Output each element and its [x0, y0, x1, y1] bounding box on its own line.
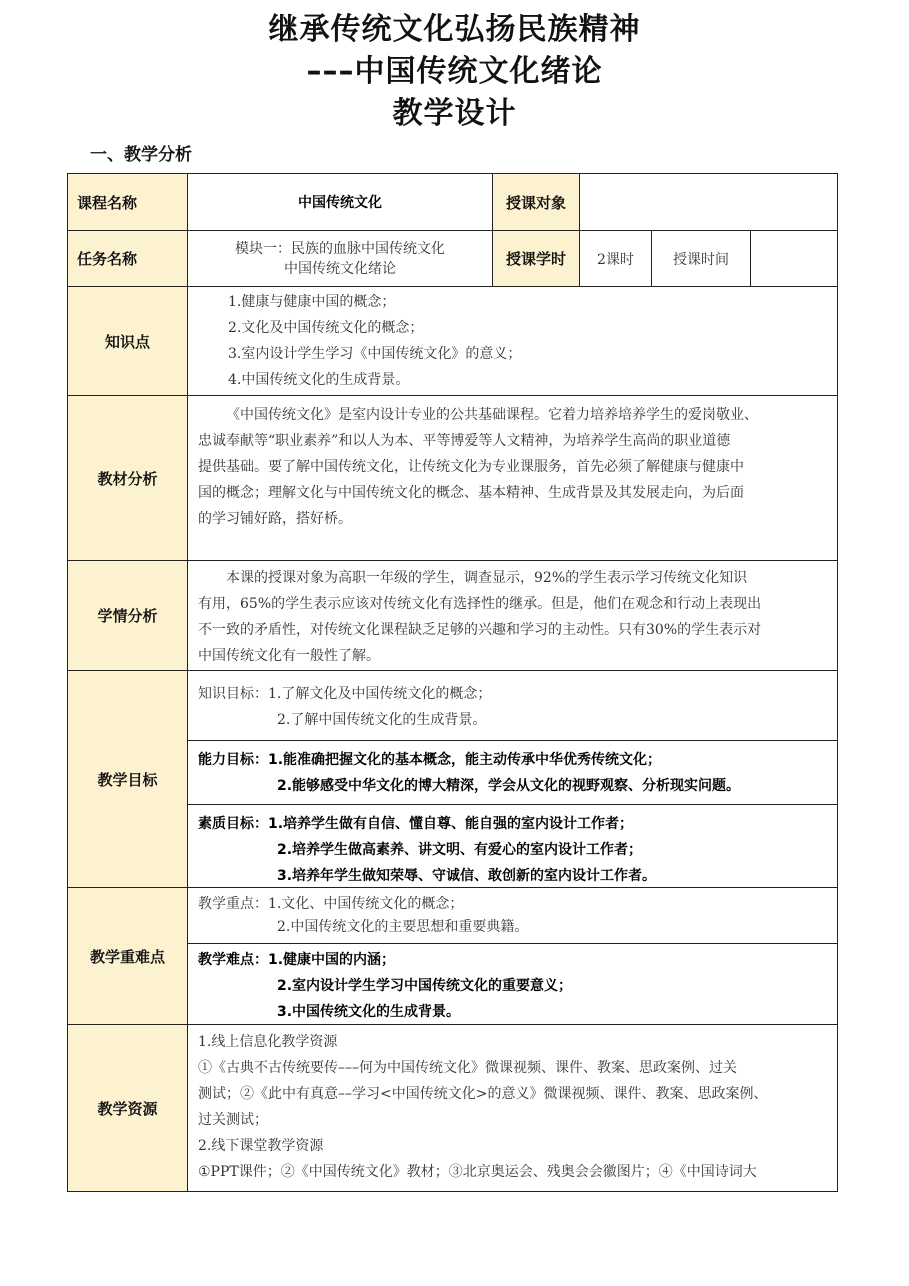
key-points — [187, 887, 838, 944]
resource-line: 2.线下课堂教学资源 — [198, 1138, 324, 1154]
quality-goal-line: 3.培养年学生做知荣辱、守诚信、敢创新的室内设计工作者。 — [277, 868, 657, 884]
material-line: 《中国传统文化》是室内设计专业的公共基础课程。它着力培养培养学生的爱岗敬业、 — [226, 407, 758, 423]
material-line: 国的概念；理解文化与中国传统文化的概念、基本精神、生成背景及其发展走向，为后面 — [198, 485, 744, 501]
key-point-line: 教学重点：1.文化、中国传统文化的概念； — [198, 896, 464, 912]
knowledge-label: 知识点 — [67, 286, 188, 396]
learner-analysis — [187, 560, 838, 671]
hours-value: 2课时 — [579, 230, 652, 287]
objectives-label: 教学目标 — [67, 670, 188, 888]
section-heading: 一、教学分析 — [90, 145, 192, 165]
learner-line: 本课的授课对象为高职一年级的学生，调查显示，92%的学生表示学习传统文化知识 — [226, 570, 748, 586]
learner-line: 中国传统文化有一般性了解。 — [198, 648, 380, 664]
document-title-line-2: –––中国传统文化绪论 — [306, 54, 603, 89]
resource-line: 过关测试； — [198, 1112, 268, 1128]
document-title-line-1: 继承传统文化弘扬民族精神 — [268, 12, 641, 47]
resource-line: 1.线上信息化教学资源 — [198, 1034, 338, 1050]
material-line: 提供基础。要了解中国传统文化，让传统文化为专业课服务，首先必须了解健康与健康中 — [198, 459, 744, 475]
knowledge-goal-line: 知识目标：1.了解文化及中国传统文化的概念； — [198, 686, 492, 702]
quality-goal-line: 素质目标：1.培养学生做有自信、懂自尊、能自强的室内设计工作者； — [198, 816, 634, 832]
knowledge-item: 4.中国传统文化的生成背景。 — [228, 372, 410, 388]
time-label: 授课时间 — [651, 230, 751, 287]
task-name-label: 任务名称 — [67, 230, 188, 287]
learner-line: 不一致的矛盾性，对传统文化课程缺乏足够的兴趣和学习的主动性。只有30%的学生表示对 — [198, 622, 762, 638]
knowledge-item: 3.室内设计学生学习《中国传统文化》的意义； — [228, 346, 522, 362]
ability-goal-line: 能力目标：1.能准确把握文化的基本概念，能主动传承中华优秀传统文化； — [198, 752, 662, 768]
ability-goals — [187, 740, 838, 805]
keypoints-label: 教学重难点 — [67, 887, 188, 1025]
audience-value — [579, 173, 838, 231]
resource-line: ①PPT课件；②《中国传统文化》教材；③北京奥运会、残奥会会徽图片；④《中国诗词大 — [198, 1164, 757, 1180]
difficult-point-line: 2.室内设计学生学习中国传统文化的重要意义； — [277, 978, 573, 994]
time-value — [750, 230, 838, 287]
knowledge-item: 1.健康与健康中国的概念； — [228, 294, 396, 310]
hours-label: 授课学时 — [492, 230, 580, 287]
quality-goal-line: 2.培养学生做高素养、讲文明、有爱心的室内设计工作者； — [277, 842, 643, 858]
learner-label: 学情分析 — [67, 560, 188, 671]
audience-label: 授课对象 — [492, 173, 580, 231]
material-analysis — [187, 395, 838, 561]
resource-line: ①《古典不古传统要传–––何为中国传统文化》微课视频、课件、教案、思政案例、过关 — [198, 1060, 737, 1076]
document-title-line-3: 教学设计 — [392, 96, 517, 131]
resources-label: 教学资源 — [67, 1024, 188, 1192]
course-name-value: 中国传统文化 — [187, 173, 493, 231]
difficult-point-line: 3.中国传统文化的生成背景。 — [277, 1004, 461, 1020]
knowledge-item: 2.文化及中国传统文化的概念； — [228, 320, 424, 336]
material-label: 教材分析 — [67, 395, 188, 561]
task-name-line-2: 中国传统文化绪论 — [284, 260, 396, 277]
material-line: 忠诚奉献等“职业素养”和以人为本、平等博爱等人文精神，为培养学生高尚的职业道德 — [198, 433, 731, 449]
course-name-label: 课程名称 — [67, 173, 188, 231]
resource-line: 测试；②《此中有真意––学习<中国传统文化>的意义》微课视频、课件、教案、思政案例、 — [198, 1086, 768, 1102]
difficult-points — [187, 943, 838, 1025]
quality-goals — [187, 804, 838, 888]
knowledge-goal-line: 2.了解中国传统文化的生成背景。 — [277, 712, 487, 728]
teaching-resources — [187, 1024, 838, 1192]
task-name-line-1: 模块一：民族的血脉中国传统文化 — [235, 240, 445, 257]
learner-line: 有用，65%的学生表示应该对传统文化有选择性的继承。但是，他们在观念和行动上表现出 — [198, 596, 762, 612]
key-point-line: 2.中国传统文化的主要思想和重要典籍。 — [277, 919, 529, 935]
teaching-analysis-table — [67, 173, 838, 1192]
task-name-value — [187, 230, 493, 287]
material-line: 的学习铺好路，搭好桥。 — [198, 511, 352, 527]
knowledge-goals — [187, 670, 838, 741]
ability-goal-line: 2.能够感受中华文化的博大精深，学会从文化的视野观察、分析现实问题。 — [277, 778, 741, 794]
knowledge-points — [187, 286, 838, 396]
difficult-point-line: 教学难点：1.健康中国的内涵； — [198, 952, 396, 968]
